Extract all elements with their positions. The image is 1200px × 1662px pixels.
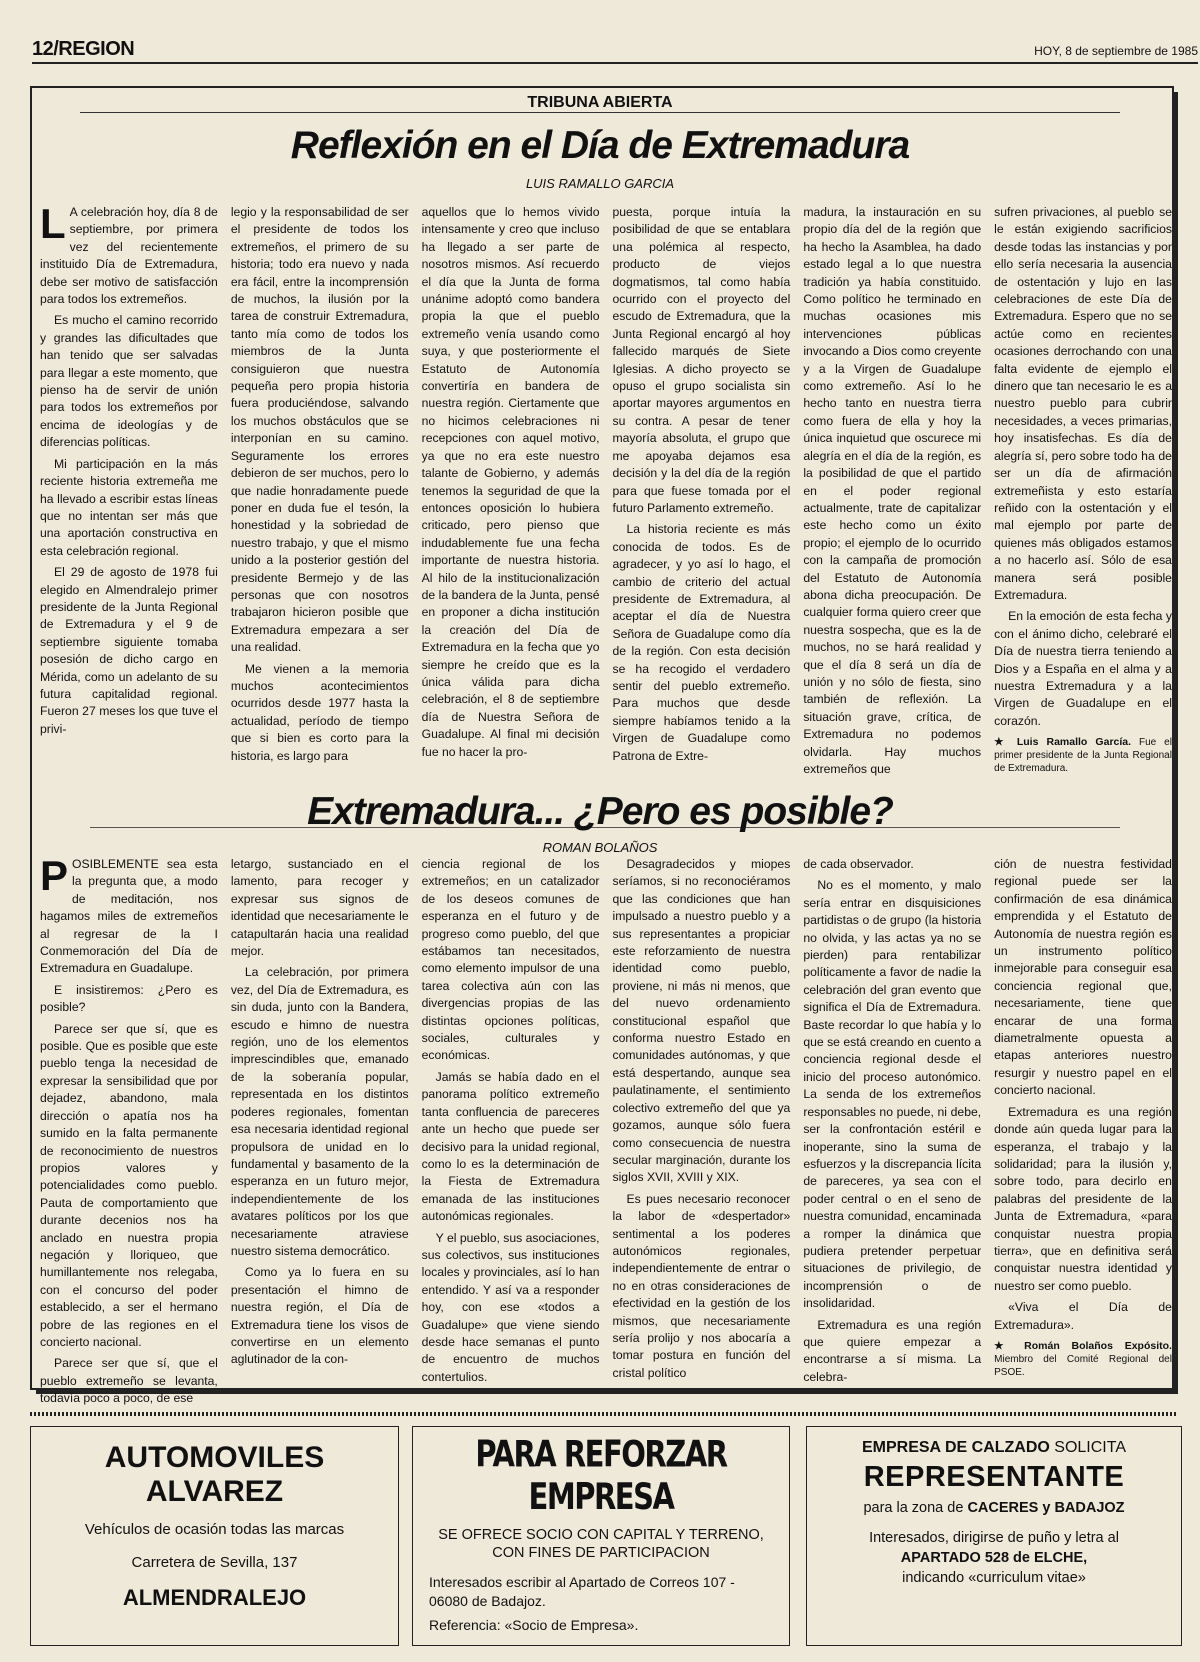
paragraph: Es mucho el camino recorrido y grandes las dificultades que han tenido que ser salvadas para llegar a este momento, que pienso ha de servir de unión para todos los extremeños por encima de ideologías y de diferencias políticas. (40, 313, 218, 450)
ad3-title: REPRESENTANTE (863, 1461, 1125, 1493)
paragraph: OSIBLEMENTE sea esta la pregunta que, a modo de meditación, nos hagamos miles de extremeños al regresar de la I Conmemoración del Día de Extremadura en Guadalupe. (40, 857, 218, 976)
paragraph: Y el pueblo, sus asociaciones, sus colectivos, sus instituciones locales y provinciales, así lo han entendido. Y así va a responder hoy, con ese «todos a Guadalupe» que viene siendo desde hace semanas el punto de encuentro de muchos contertulios. (421, 1230, 600, 1384)
ad3-apartado: APARTADO 528 de ELCHE, (900, 1550, 1088, 1566)
ad3-company: EMPRESA DE CALZADO (861, 1439, 1050, 1456)
paragraph: La celebración, por primera vez, del Día de Extremadura, es sin duda, junto con la Bandera, escudo e himno de nuestra región, uno de los elementos imprescindibles que, emanado de la soberanía popular, representada en los distintos poderes regionales, fomentan esa necesaria identidad regional propulsora de unidad en lo fundamental y basamento de la esperanza en un futuro mejor, independientemente de los avatares políticos por los que necesariamente atraviese nuestro sistema democrático. (230, 965, 409, 1258)
ad2-contact: Interesados escribir al Apartado de Correos 107 - 06080 de Badajoz. (429, 1574, 735, 1609)
paragraph: Mi participación en la más reciente historia extremeña me ha llevado a escribir estas líneas que no intentan ser más que una aportación constructiva en esta celebración regional. (40, 456, 218, 558)
paragraph: Parece ser que sí, que el pueblo extremeño se levanta, todavía poco a poco, de ese (40, 1356, 218, 1406)
dropcap: L (40, 200, 66, 247)
ad-reforzar-empresa (412, 1426, 790, 1646)
article2-column-4 (612, 856, 790, 1388)
article1-byline: LUIS RAMALLO GARCIA (525, 176, 675, 191)
paragraph: puesta, porque intuía la posibilidad de que se entablara una polémica al respecto, producto de viejos dogmatismos, tal como había ocurrido con el proyecto del escudo de Extremadura, que la Junta Regional encargó al hoy fallecido marqués de Siete Iglesias. A dicho proyecto se opuso el grupo socialista sin aportar mayores argumentos en su contra. A pesar de tener mayoría absoluta, el grupo que me apoyaba dejamos esa decisión y la del día de la región para que fuese tomada por el futuro Parlamento extremeño. (612, 205, 791, 515)
article2-column-2 (231, 856, 409, 1388)
paragraph: Me vienen a la memoria muchos acontecimientos ocurridos desde 1977 hasta la actualidad, período de tiempo que si bien es corto para la historia, es largo para (230, 661, 409, 763)
signature-role: Fue el primer presidente de la Junta Regional de Extremadura. (994, 737, 1172, 775)
paragraph: Como ya lo fuera en su presentación el himno de nuestra región, el Día de Extremadura tiene los visos de convertirse en un elemento aglutinador de la con- (230, 1265, 409, 1367)
ad2-reference: Referencia: «Socio de Empresa». (429, 1617, 639, 1633)
article1-body (40, 200, 1172, 776)
paragraph: A celebración hoy, día 8 de septiembre, por primera vez del recientemente instituido Día de Extremadura, debe ser motivo de satisfacción para todos los extremeños. (40, 205, 218, 307)
ad1-tagline: Vehículos de ocasión todas las marcas (84, 1521, 345, 1538)
paragraph: madura, la instauración en su propio día del de la región que ha hecho la Asamblea, ha dado estado legal a lo que nuestra tradición ya había constituido. Como político he terminado en muchas ocasiones mis intervenciones públicas invocando a Dios como creyente y a la Virgen de Guadalupe como extremeño. Así lo he hecho tanto en nuestra tierra como fuera de ella y hoy la única inquietud que oscurece mi alegría en el día de la región, es la posibilidad de que el partido en el poder regional actualmente, trate de capitalizar este hecho como un éxito propio; el ejemplo de lo ocurrido con la campaña de promoción del Estatuto de Autonomía abona dicha preocupación. De cualquier forma quiero creer que nuestra sospecha, que es la de muchos, no se hará realidad y que el día 8 será un día de unión y no sólo de fiesta, sino también de reflexión. La situación grave, crítica, de Extremadura no podemos olvidarla. Hay muchos extremeños que (803, 205, 982, 776)
paragraph: Jamás se había dado en el panorama político extremeño tanta confluencia de pareceres ante un hecho que puede ser decisivo para la unidad regional, como lo es la determinación de la Fiesta de Extremadura emanada de las instituciones autonómicas regionales. (421, 1069, 600, 1224)
ad2-offer-line1: SE OFRECE SOCIO CON CAPITAL Y TERRENO, (438, 1527, 764, 1543)
ad1-title-line1: AUTOMOVILES (104, 1441, 325, 1474)
paragraph: «Viva el Día de Extremadura». (994, 1300, 1172, 1332)
article2-byline: ROMAN BOLAÑOS (542, 840, 658, 855)
paragraph: E insistiremos: ¿Pero es posible? (40, 982, 218, 1015)
ad1-city: ALMENDRALEJO (122, 1585, 307, 1610)
article2-headline: Extremadura... ¿Pero es posible? (307, 790, 893, 833)
paragraph: aquellos que lo hemos vivido intensamente y creo que incluso ha llegado a ser parte de nosotros mismos. Así recuerdo el día que la Junta de forma unánime adoptó como bandera propia la que el pueblo extremeño venía usando como suya, y que posteriormente el Estatuto de Autonomía convertiría en bandera de nuestra región. Ciertamente que no hicimos celebraciones ni recepciones con aquel motivo, ya que no era este nuestro talante de Gobierno, y además tenemos la seguridad de que la entonces oposición lo hubiera criticado, pero pienso que indudablemente fue una fecha importante de nuestra historia. Al hilo de la institucionalización de la bandera de la Junta, pensé en proponer a dicha institución la creación del Día de Extremadura en la fecha que yo siempre he creído que es la única válida para dicha celebración, el 8 de septiembre día de Nuestra Señora de Guadalupe. Al final mi decisión fue no hacer la pro- (421, 205, 600, 759)
signature-role: Miembro del Comité Regional del PSOE. (994, 1353, 1172, 1378)
ad-empresa-calzado (806, 1426, 1182, 1646)
ad2-title: PARA REFORZAR EMPRESA (475, 1432, 727, 1518)
article1-column-2 (231, 204, 409, 774)
article2-signature (994, 1340, 1172, 1379)
section-rule (80, 112, 1120, 113)
ad1-title-line2: ALVAREZ (145, 1475, 284, 1508)
section-title: TRIBUNA ABIERTA (527, 94, 673, 111)
ad3-zone-provinces: CACERES y BADAJOZ (967, 1500, 1125, 1516)
paragraph: En la emoción de esta fecha y con el ánimo dicho, celebraré el Día de nuestra tierra teniendo a Dios y a España en el alma y a nuestra Extremadura y a la Virgen de Guadalupe en el corazón. (994, 609, 1172, 728)
article1-column-5 (803, 204, 981, 774)
article2-column-3 (422, 856, 600, 1388)
paragraph: El 29 de agosto de 1978 fui elegido en Almendralejo primer presidente de la Junta Regional de Extremadura y el 9 de septiembre siguiente tomaba posesión de dicho cargo en Mérida, como un adelanto de su futura capitalidad regional. Fueron 27 meses los que tuve el privi- (40, 565, 218, 736)
article2-column-5 (803, 856, 981, 1388)
article1-column-4 (612, 204, 790, 774)
paragraph: ciencia regional de los extremeños; en un catalizador de los deseos comunes de esperanza en el futuro y de progreso como pueblo, del que estábamos tan necesitados, como elemento impulsor de una tarea colectiva aún con las divergencias propias de las distintas opciones políticas, sociales, culturales y económicas. (421, 857, 600, 1063)
header-rule (32, 62, 1198, 64)
paragraph: Extremadura es una región que quiere empezar a encontrarse a sí misma. La celebra- (803, 1317, 982, 1384)
ad3-solicita: SOLICITA (1049, 1439, 1127, 1456)
article1-signature (994, 736, 1172, 775)
article2-column-1 (40, 852, 218, 1406)
ad3-headline (807, 1439, 1181, 1457)
paragraph: Es pues necesario reconocer la labor de «despertador» sentimental a los poderes autonómicos regionales, independientemente de entrar o no en otras consideraciones de efectividad en la gestión de los mismos, que necesariamente sería prolijo y nos abocaría a tomar postura en función del cristal político (612, 1191, 791, 1380)
page-date: HOY, 8 de septiembre de 1985 (1034, 44, 1198, 58)
article2-body (40, 852, 1172, 1406)
ad3-curriculum: indicando «curriculum vitae» (902, 1570, 1086, 1586)
article1-headline: Reflexión en el Día de Extremadura (290, 124, 910, 167)
page-section-label: 12/REGION (32, 38, 135, 60)
ad1-address: Carretera de Sevilla, 137 (131, 1554, 298, 1571)
paragraph: legio y la responsabilidad de ser el presidente de todos los extremeños, el primero de su historia; todo era nuevo y nada era fácil, entre la incomprensión de muchos, la ilusión por la tarea de construir Extremadura, tanto mía como de todos los miembros de la Junta consiguieron que nuestra pequeña pero propia historia fuera produciéndose, salvando los muchos obstáculos que se interponían en su camino. Seguramente los errores debieron de ser muchos, pero lo que nadie honradamente puede poner en duda fue el tesón, la honestidad y la sobriedad de nuestro trabajo, y que el mismo unido a la posterior gestión del presidente Bermejo y de las personas que con nosotros trabajaron hicieron posible que Extremadura empezara a ser una realidad. (230, 205, 409, 655)
ad3-zone (807, 1500, 1181, 1516)
ad2-offer-line2: CON FINES DE PARTICIPACION (492, 1545, 710, 1561)
paragraph: sufren privaciones, al pueblo se le están exigiendo sacrificios desde todas las instancias y por ello sería necesaria la ausencia de ostentación y lujo en las celebraciones de este Día de Extremadura. Espero que no se actúe como en recientes ocasiones derrochando con una falta evidente de ejemplo el dinero que tan necesario le es a nuestro pueblo para cubrir necesidades, a veces primarias, hoy insatisfechas. Es día de alegría sí, pero sobre todo ha de ser un día de afirmación extremeñista y esto estaría reñido con la ostentación y el mal ejemplo por parte de quienes más obligados estamos a no hacerlo así. Sólo de esa manera será posible Extremadura. (994, 205, 1172, 602)
paragraph: Parece ser que sí, que es posible. Que es posible que este pueblo tenga la necesidad de expresar la sensibilidad que por dejadez, abandono, mala dirección o apatía nos ha sumido en la falta permanente de reconocimiento de nuestros propios valores y potencialidades como pueblo. Pauta de comportamiento que durante decenios nos ha anclado en nuestra propia negación y lloriqueo, que humillantemente nos relegaba, con el concurso del poder establecido, a ser el hermano pobre de las regiones en el concierto nacional. (40, 1021, 218, 1349)
article1-column-1 (40, 200, 218, 774)
article2-column-6 (994, 856, 1172, 1388)
ad3-instructions: Interesados, dirigirse de puño y letra al (869, 1530, 1119, 1546)
paragraph: Desagradecidos y miopes seríamos, si no reconociéramos que las condiciones que han impulsado a nuestro pueblo y a sus representantes a propiciar este reforzamiento de nuestra identidad como pueblo, proviene, ni más ni menos, que del nuevo ordenamiento constitucional español que conforma nuestro Estado en comunidades autónomas, y que está despertando, aunque sea paulatinamente, el sentimiento colectivo extremeño del que ya gozamos, aunque sólo fuera como consecuencia de nuestra secular marginación, durante los siglos XVII, XVIII y XIX. (612, 857, 791, 1185)
ad-separator-strip (30, 1412, 1178, 1416)
paragraph: ción de nuestra festividad regional puede ser la confirmación de esa dinámica emprendida y el Estatuto de Autonomía de nuestra región es un instrumento político inmejorable para conseguir esa conciencia regional que, necesariamente, tiene que encarar de una forma diametralmente opuesta a etapas anteriores nuestro resurgir y nuestro papel en el concierto nacional. (994, 857, 1172, 1098)
page-header (32, 38, 1198, 62)
paragraph: de cada observador. (803, 857, 914, 871)
signature-name: ★ Luis Ramallo García. (994, 736, 1132, 749)
paragraph: letargo, sustanciado en el lamento, para recoger y expresar sus signos de identidad que necesariamente le catapultarán hacia una realidad mejor. (230, 857, 409, 959)
ad3-zone-prefix: para la zona de (863, 1500, 968, 1516)
signature-name: ★ Román Bolaños Expósito. (994, 1339, 1172, 1352)
paragraph: Extremadura es una región donde aún queda lugar para la esperanza, el trabajo y la solidaridad; para la ilusión y, sobre todo, para decirlo en palabras del presidente de la Junta de Extremadura, «para conquistar nuestra propia tierra», que en definitiva será conquistar nuestra identidad y nuestro ser como pueblo. (994, 1104, 1172, 1293)
dropcap: P (40, 852, 69, 899)
paragraph: La historia reciente es más conocida de todos. Es de agradecer, y yo así lo hago, el cambio de criterio del actual presidente de Extremadura, al aceptar el día de Nuestra Señora de Guadalupe como día de la región. Con esta decisión se ha recogido el verdadero sentir del pueblo extremeño. Para muchos que desde siempre habíamos tenido a la Virgen de Guadalupe como Patrona de Extre- (612, 522, 791, 763)
paragraph: No es el momento, y malo sería entrar en disquisiciones partidistas o de grupo (la historia no olvida, y las actas ya no se pierden) para rentabilizar políticamente a favor de nadie la celebración del gran evento que significa el Día de Extremadura. Baste recordar lo que había y lo que se está creando en cuento a conciencia regional desde el inicio del proceso autonómico. La senda de los extremeños responsables no puede, ni debe, ser la confrontación estéril e inoperante, sino la suma de esfuerzos y la discrepancia lícita de pareceres, ya sea con el poder central o en el seno de nuestra comunidad, encaminada a romper la dinámica que pudiera pretender perpetuar situaciones de privilegio, de incomprensión o de insolidaridad. (803, 878, 982, 1311)
article1-column-6 (994, 204, 1172, 774)
article1-column-3 (422, 204, 600, 774)
ad-automoviles-alvarez (30, 1426, 399, 1646)
frame-shadow-right (1172, 92, 1178, 1394)
